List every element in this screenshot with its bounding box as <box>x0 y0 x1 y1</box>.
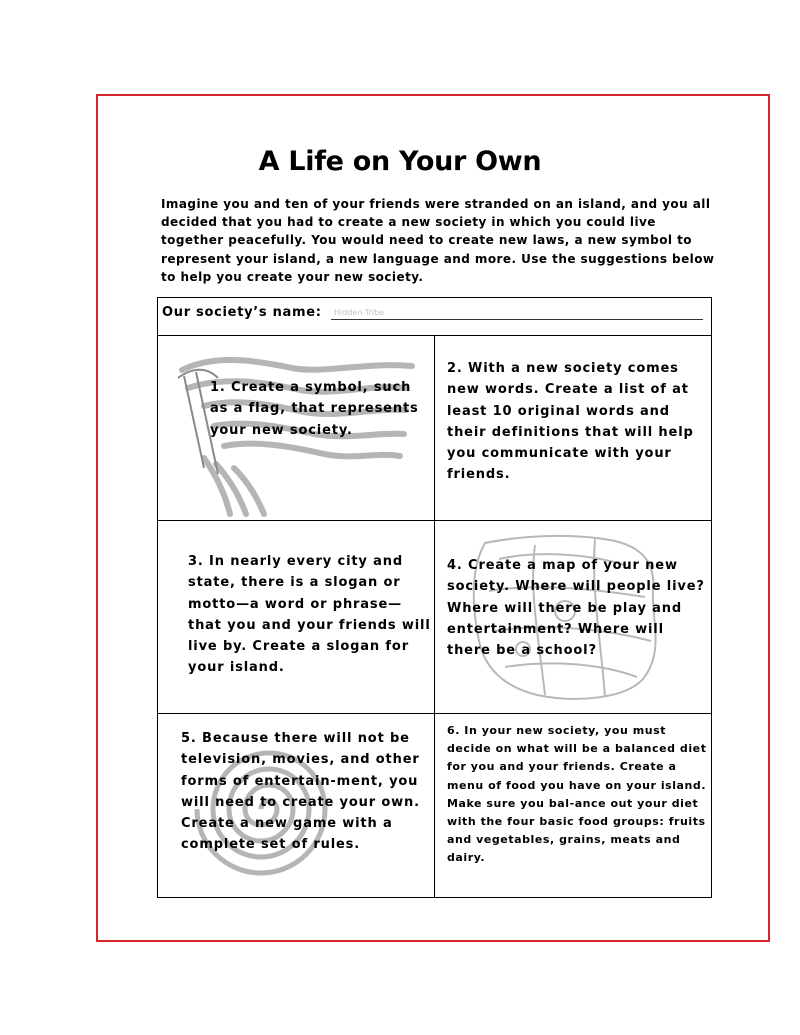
activity-cell-6 <box>435 714 711 898</box>
society-name-input[interactable] <box>334 305 700 319</box>
activity-text-5: 5. Because there will not be television, movies, and other forms of entertain-ment, you will need to create your own. Create a new game with a complete set of rules. <box>181 731 420 853</box>
intro-paragraph: Imagine you and ten of your friends were stranded on an island, and you all decided that you had to create a new society in which you could live together peacefully. You would need to create new laws, a new symbol to represent your island, a new language and more. Use the suggestions below to help you create your new society. <box>161 197 715 284</box>
activity-text-6: 6. In your new society, you must decide on what will be a balanced diet for you and your friends. Create a menu of food you have on your island. Make sure you bal-ance out your diet with the four basic food groups: fruits and vegetables, grains, meats and dairy. <box>447 724 707 865</box>
activity-text-1: 1. Create a symbol, such as a flag, that represents your new society. <box>210 380 419 438</box>
activity-cell-4 <box>435 521 711 713</box>
society-name-underline <box>331 319 703 320</box>
activity-text-4: 4. Create a map of your new society. Where will people live? Where will there be play and entertainment? Where will there be a school? <box>447 558 705 659</box>
society-name-row <box>158 298 711 336</box>
activity-cell-3 <box>158 521 434 713</box>
activity-text-3: 3. In nearly every city and state, there is a slogan or motto—a word or phrase—that you and your friends will live by. Create a slogan for your island. <box>188 554 431 676</box>
activity-text-2: 2. With a new society comes new words. Create a list of at least 10 original words and their definitions that will help you communicate with your friends. <box>447 361 694 483</box>
activity-cell-5 <box>158 714 434 898</box>
activity-table <box>157 297 712 898</box>
activity-cell-2 <box>435 336 711 520</box>
worksheet-title: A Life on Your Own <box>258 146 542 177</box>
society-name-label: Our society’s name: <box>162 305 322 320</box>
activity-cell-1 <box>158 336 434 520</box>
